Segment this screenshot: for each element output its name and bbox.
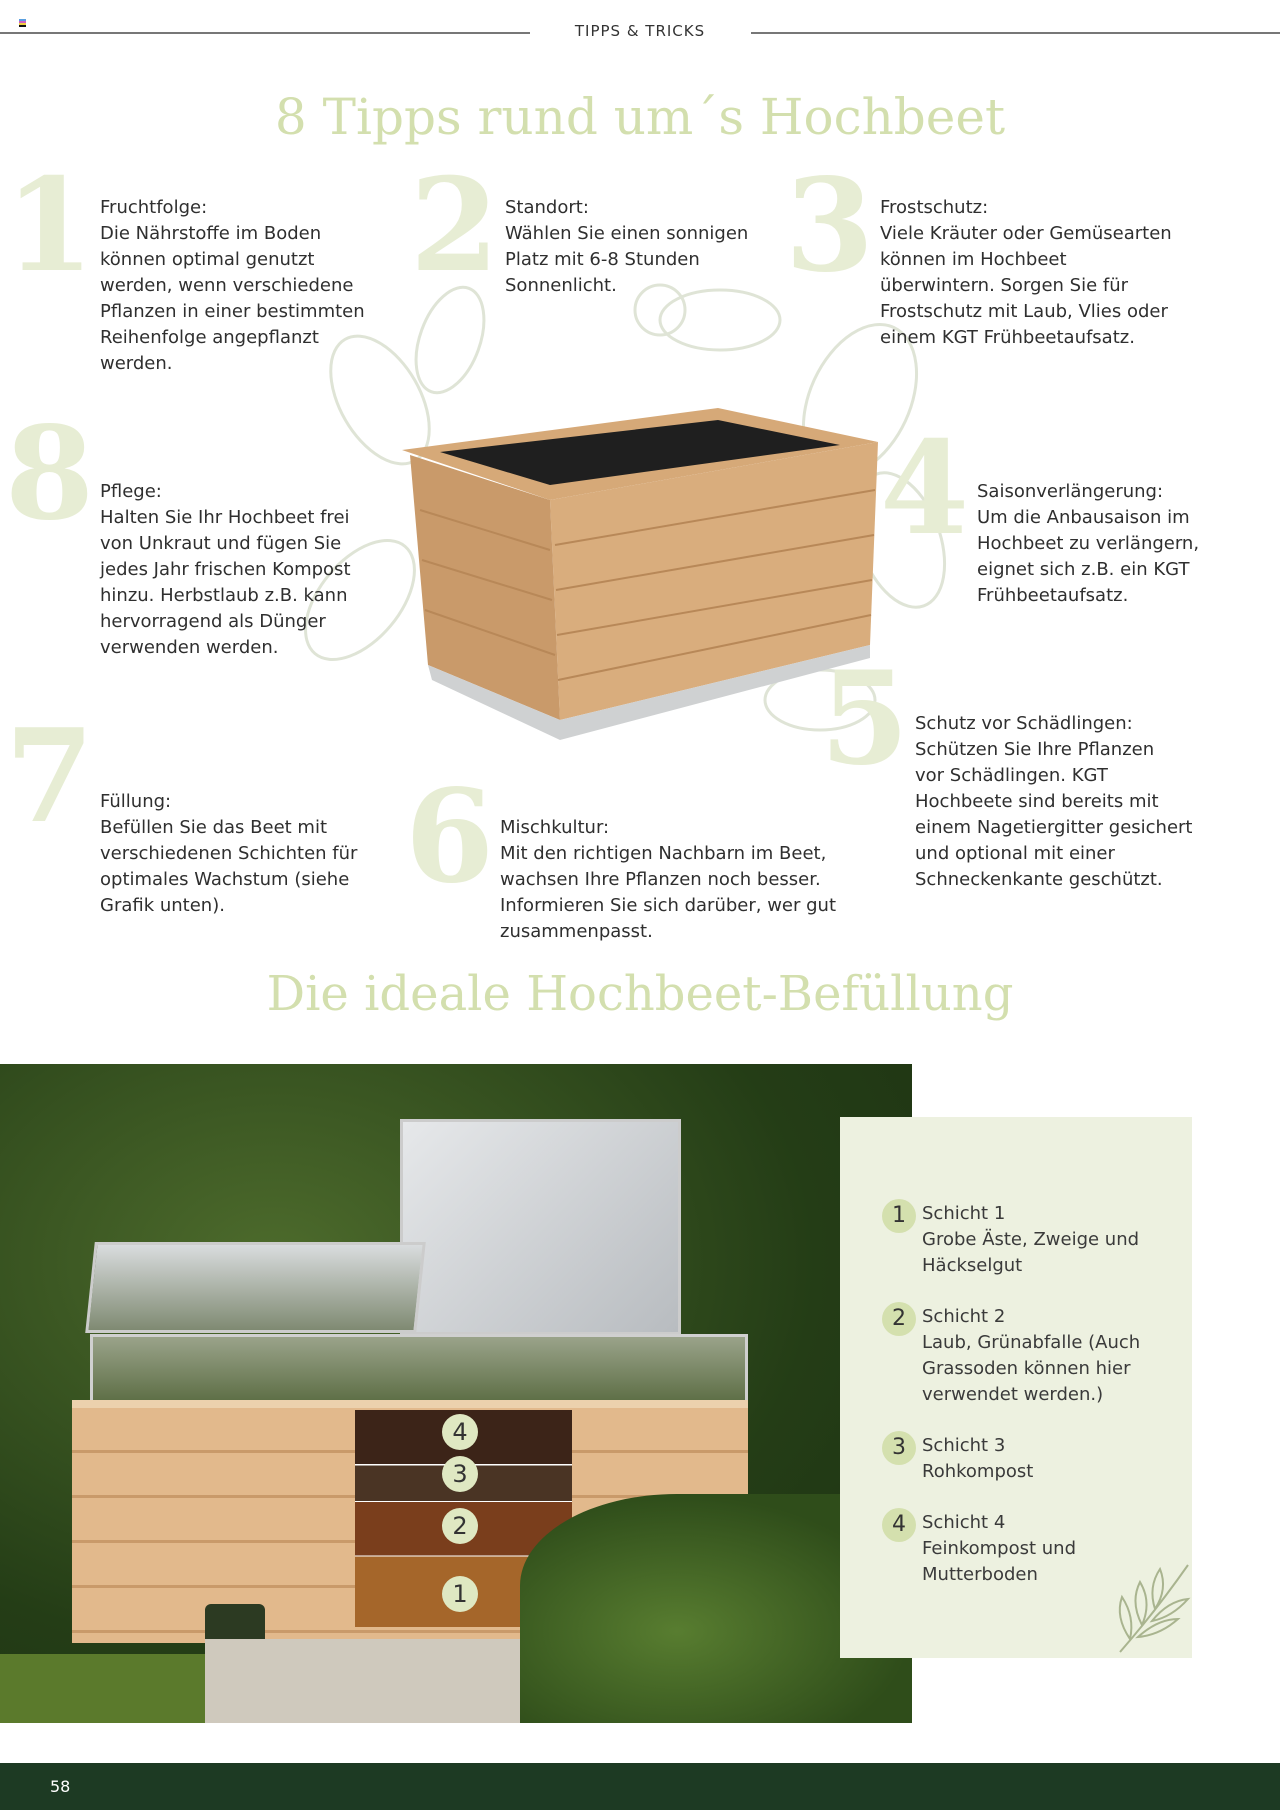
tip-line: und optional mit einer (915, 843, 1115, 864)
leaf-icon (1110, 1557, 1192, 1657)
tip-line: Wählen Sie einen sonnigen (505, 223, 749, 244)
tip-standort (505, 195, 748, 299)
tip-number-6: 6 (405, 762, 495, 912)
tip-label: Mischkultur: (500, 817, 610, 838)
tip-line: Frostschutz mit Laub, Vlies oder (880, 301, 1168, 322)
tip-line: Schützen Sie Ihre Pflanzen (915, 739, 1155, 760)
tip-line: vor Schädlingen. KGT (915, 765, 1108, 786)
cold-frame (90, 1334, 748, 1405)
tip-mischkultur (500, 815, 836, 945)
layer-name: Schicht 1 (922, 1203, 1006, 1224)
tip-number-4: 4 (880, 414, 970, 564)
tip-label: Standort: (505, 197, 589, 218)
tip-line: eignet sich z.B. ein KGT (977, 559, 1190, 580)
tip-label: Frostschutz: (880, 197, 989, 218)
tip-line: werden. (100, 353, 173, 374)
tip-fuellung (100, 789, 357, 919)
tip-line: jedes Jahr frischen Kompost (100, 559, 351, 580)
tip-line: Viele Kräuter oder Gemüsearten (880, 223, 1172, 244)
tip-line: können optimal genutzt (100, 249, 315, 270)
tip-label: Saisonverlängerung: (977, 481, 1164, 502)
tip-number-8: 8 (5, 399, 95, 549)
tip-line: optimales Wachstum (siehe (100, 869, 350, 890)
tip-line: Pflanzen in einer bestimmten (100, 301, 365, 322)
tip-number-2: 2 (410, 151, 500, 301)
layer-line: Mutterboden (922, 1564, 1038, 1585)
tip-line: Halten Sie Ihr Hochbeet frei (100, 507, 350, 528)
tip-number-7: 7 (5, 702, 95, 852)
tip-label: Fruchtfolge: (100, 197, 208, 218)
tip-line: zusammenpasst. (500, 921, 653, 942)
raised-bed-image (400, 400, 880, 745)
tip-line: verschiedenen Schichten für (100, 843, 358, 864)
layer-line: verwendet werden.) (922, 1384, 1104, 1405)
layer-name: Schicht 3 (922, 1435, 1006, 1456)
grass (0, 1654, 205, 1723)
tip-line: können im Hochbeet (880, 249, 1067, 270)
layer-item-3 (882, 1433, 1033, 1485)
tip-line: von Unkraut und fügen Sie (100, 533, 342, 554)
layer-marker-2: 2 (442, 1508, 478, 1544)
tip-line: hervorragend als Dünger (100, 611, 326, 632)
tip-line: Grafik unten). (100, 895, 225, 916)
tip-pflege (100, 479, 351, 661)
tip-line: Befüllen Sie das Beet mit (100, 817, 328, 838)
layer-name: Schicht 4 (922, 1512, 1006, 1533)
tip-label: Schutz vor Schädlingen: (915, 713, 1133, 734)
tip-line: verwenden werden. (100, 637, 279, 658)
layer-badge: 1 (882, 1199, 916, 1233)
tip-line: Sonnenlicht. (505, 275, 617, 296)
tip-line: Frühbeetaufsatz. (977, 585, 1129, 606)
tip-line: Die Nährstoffe im Boden (100, 223, 322, 244)
tip-line: Platz mit 6-8 Stunden (505, 249, 700, 270)
tip-line: Mit den richtigen Nachbarn im Beet, (500, 843, 827, 864)
tip-label: Pflege: (100, 481, 162, 502)
tip-line: Reihenfolge angepflanzt (100, 327, 319, 348)
lid-open-tall (400, 1119, 681, 1335)
tip-label: Füllung: (100, 791, 172, 812)
tip-line: Hochbeet zu verlängern, (977, 533, 1200, 554)
page-number: 58 (50, 1777, 71, 1796)
layer-marker-4: 4 (442, 1414, 478, 1450)
layer-marker-3: 3 (442, 1456, 478, 1492)
layer-badge: 3 (882, 1431, 916, 1465)
tip-saisonverlaengerung (977, 479, 1199, 609)
layer-name: Schicht 2 (922, 1306, 1006, 1327)
tip-number-3: 3 (785, 151, 875, 301)
layer-item-1 (882, 1201, 1139, 1279)
layer-item-2 (882, 1304, 1140, 1408)
tip-fruchtfolge (100, 195, 365, 377)
section-label: TIPPS & TRICKS (574, 22, 706, 40)
tip-schaedlinge (915, 711, 1192, 893)
tip-line: hinzu. Herbstlaub z.B. kann (100, 585, 348, 606)
tip-line: wachsen Ihre Pflanzen noch besser. (500, 869, 821, 890)
tip-line: Hochbeete sind bereits mit (915, 791, 1159, 812)
layer-item-4 (882, 1510, 1076, 1588)
layer-line: Rohkompost (922, 1461, 1034, 1482)
tip-line: überwintern. Sorgen Sie für (880, 275, 1129, 296)
layer-line: Grassoden können hier (922, 1358, 1131, 1379)
tip-frostschutz (880, 195, 1172, 351)
layer-line: Laub, Grünabfalle (Auch (922, 1332, 1141, 1353)
layer-badge: 4 (882, 1508, 916, 1542)
tip-line: werden, wenn verschiedene (100, 275, 354, 296)
lid-open-left (85, 1242, 426, 1333)
page-title: 8 Tipps rund um´s Hochbeet (274, 88, 1006, 146)
footer-bar (0, 1763, 1280, 1810)
raised-bed-photo (0, 1064, 912, 1723)
section-subtitle: Die ideale Hochbeet-Befüllung (266, 966, 1014, 1022)
tip-line: Um die Anbausaison im (977, 507, 1190, 528)
tip-number-1: 1 (5, 151, 95, 301)
tip-line: einem KGT Frühbeetaufsatz. (880, 327, 1135, 348)
tip-line: einem Nagetiergitter gesichert (915, 817, 1193, 838)
layer-badge: 2 (882, 1302, 916, 1336)
tip-number-5: 5 (820, 644, 910, 794)
tip-line: Schneckenkante geschützt. (915, 869, 1163, 890)
layer-line: Feinkompost und (922, 1538, 1077, 1559)
tip-line: Informieren Sie sich darüber, wer gut (500, 895, 837, 916)
layer-marker-1: 1 (442, 1576, 478, 1612)
layer-line: Häckselgut (922, 1255, 1023, 1276)
layer-line: Grobe Äste, Zweige und (922, 1229, 1140, 1250)
layers-legend-panel (840, 1117, 1192, 1658)
